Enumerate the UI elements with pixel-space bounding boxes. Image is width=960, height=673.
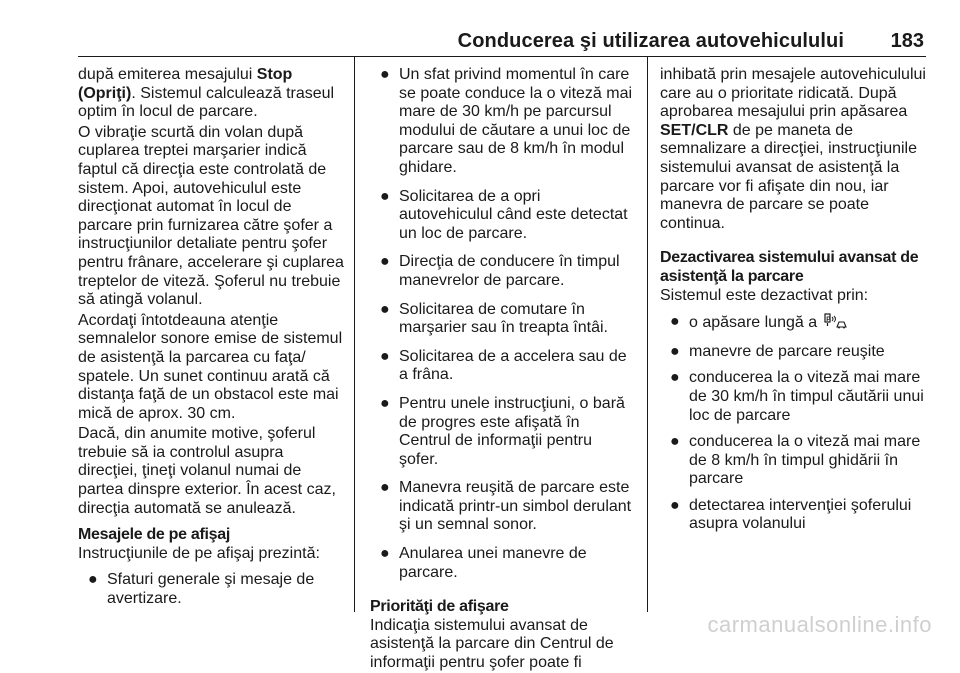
column-3 (660, 56, 928, 534)
list-item: ● Solicitarea de comutare în marşarier sau în treapta întâi. (380, 300, 608, 337)
list-item: ● conducerea la o viteză mai mare de 30 km/h în timpul căutării unui loc de parcare (670, 369, 924, 424)
bullet-icon: ● (670, 342, 680, 360)
paragraph-stop-message: după emiterea mesajului Stop (Opriţi). Sistemul calculează traseul optim în locul de parcare. (78, 66, 335, 121)
list-item: ● o apăsare lungă a P (660, 313, 928, 335)
park-assist-icon (824, 313, 848, 335)
bullet-icon: ● (380, 253, 390, 271)
heading-display-priorities: Priorităţi de afişare (370, 598, 509, 616)
bullet-icon: ● (380, 66, 390, 83)
list-item: ● manevre de parcare reuşite (670, 342, 885, 360)
bullet-icon: ● (88, 571, 98, 589)
page-number: 183 (890, 30, 924, 52)
bullet-icon: ● (670, 369, 680, 387)
svg-text:P: P (825, 315, 831, 323)
list-display-instructions-continued (370, 66, 634, 582)
list-item: ● Direcţia de conducere în timpul manevrelor de parcare. (380, 253, 620, 289)
paragraph-vibration: O vibraţie scurtă din volan după cuplarea treptei marşarier indică faptul că direcţia este controlată de sistem. Apoi, autovehiculul este direcţionat automat în locul de parcare prin furnizarea către şofer a instrucţiunilor detaliate pentru şofer pentru frânare, accelerare şi cuplarea treptelor de viteză. Şoferul nu trebuie să atingă volanul. (78, 123, 344, 309)
column-1 (78, 56, 346, 609)
paragraph-deactivated-by: Sistemul este dezactivat prin: (660, 286, 869, 304)
column-2 (370, 56, 634, 673)
list-item: ● conducerea la o viteză mai mare de 8 km/h în timpul ghidării în parcare (670, 433, 921, 488)
bullet-icon: ● (380, 394, 390, 412)
paragraph-display-instructions: Instrucţiunile de pe afişaj prezintă: (78, 544, 320, 562)
bullet-icon: ● (380, 545, 390, 563)
list-item: ● Anularea unei manevre de parcare. (380, 545, 587, 581)
bullet-icon: ● (380, 300, 390, 318)
list-item: ● Solicitarea de a opri autovehiculul când este detectat un loc de parcare. (380, 187, 628, 242)
list-item: ● Un sfat privind momentul în care se poate conduce la o viteză mai mare de 30 km/h pe parcursul modului de căutare a unui loc de parcare sau de 8 km/h în modul ghidare. (380, 66, 633, 176)
column-divider-2 (647, 56, 648, 612)
list-deactivation (660, 313, 928, 534)
paragraph-sound-signals: Acordaţi întotdeauna atenţie semnalelor sonore emise de sistemul de asistenţă la parcarea cu faţa/ spatele. Un sunet continuu arată că distanţa faţă de un obstacol este mai mică de aprox. 30 cm. (78, 311, 343, 422)
list-item: ● Manevra reuşită de parcare este indicată printr-un simbol derulant şi un semnal sonor. (380, 479, 632, 534)
page-title: Conducerea şi utilizarea autovehiculului (457, 30, 844, 52)
paragraph-take-control: Dacă, din anumite motive, şoferul trebuie să ia controlul asupra direcţiei, ţineţi volanul numai de partea dinspre exterior. În acest caz, direcţia automată se anulează. (78, 425, 336, 517)
paragraph-inhibited: inhibată prin mesajele autovehiculului care au o prioritate ridicată. După aprobarea mesajului prin apăsarea SET/CLR de pe maneta de semnalizare a direcţiei, instrucţiunile sistemului avansat de asistenţă la parcare vor fi afişate din nou, iar manevra de parcare se poate continua. (660, 66, 926, 232)
heading-deactivation: Dezactivarea sistemului avansat de asistenţă la parcare (660, 249, 919, 285)
page-header (78, 0, 926, 57)
list-display-instructions (78, 571, 346, 608)
bullet-icon: ● (380, 187, 390, 205)
paragraph-priorities: Indicaţia sistemului avansat de asistenţă la parcare din Centrul de informaţii pentru şofer poate fi (370, 616, 614, 672)
list-item: ● Pentru unele instrucţiuni, o bară de progres este afişată în Centrul de informaţii pentru şofer. (380, 394, 625, 468)
list-item: ● detectarea intervenţiei şoferului asupra volanului (670, 496, 912, 533)
watermark: carmanualsonline.info (707, 612, 932, 637)
bullet-icon: ● (670, 433, 680, 451)
set-clr-label: SET/CLR (660, 121, 729, 139)
column-divider-1 (354, 56, 355, 612)
bullet-icon: ● (380, 347, 390, 365)
heading-display-messages: Mesajele de pe afişaj (78, 526, 231, 544)
bullet-icon: ● (380, 479, 390, 497)
list-item: ● Solicitarea de a accelera sau de a frâna. (380, 347, 627, 384)
stop-label: Stop (Opriţi) (78, 66, 293, 102)
bullet-icon: ● (670, 496, 680, 514)
bullet-icon: ● (670, 313, 680, 331)
list-item: ● Sfaturi generale şi mesaje de avertizare. (88, 571, 315, 608)
